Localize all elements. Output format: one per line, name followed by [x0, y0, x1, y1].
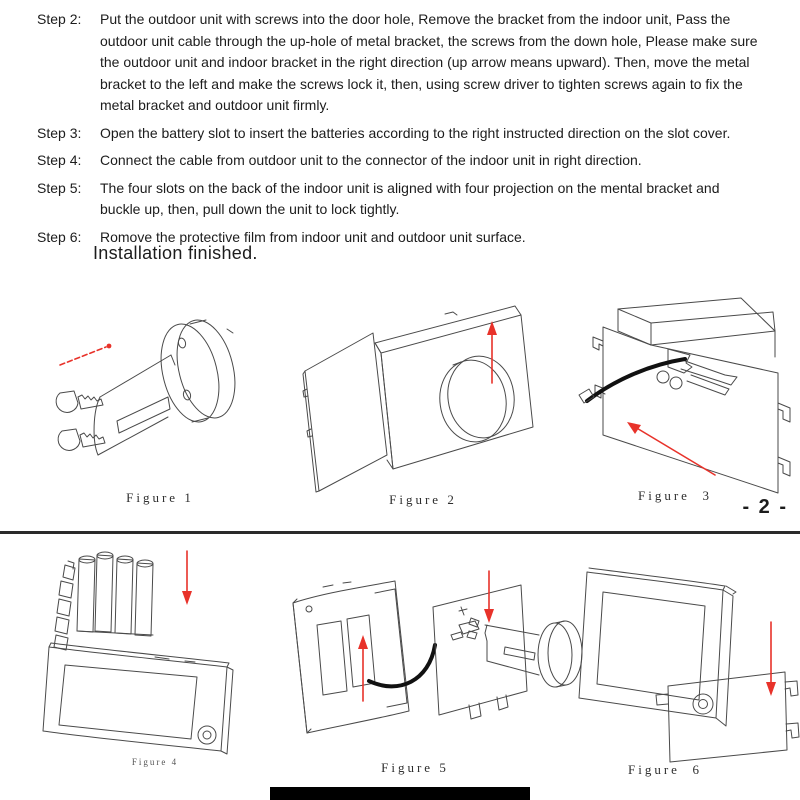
step-4 [37, 150, 767, 172]
step-label: Step 5: [37, 179, 82, 196]
step-3 [37, 123, 767, 145]
red-down-arrow-icon [484, 571, 494, 623]
door-edge-outline [618, 298, 775, 357]
figure-5-drawing [283, 563, 585, 763]
step-text: Put the outdoor unit with screws into the door hole, Remove the bracket from the indoor unit, Pass the outdoor unit cable through the up-hole of metal bracket, the screws from the down hole, Please make sure the outdoor unit and indoor bracket in the right direction (up arrow means upward). Then, move the metal bracket to the left and make the screws lock it, then, using screw driver to tighten screws again to fix the metal bracket and outdoor unit firmly. [100, 11, 758, 113]
red-arrow-icon [627, 422, 715, 475]
metal-bracket-outline [433, 585, 527, 719]
red-up-arrow-icon [487, 321, 497, 383]
installation-finished-text: Installation finished. [93, 243, 258, 263]
red-down-arrow-icon [182, 551, 192, 605]
step-text: The four slots on the back of the indoor unit is aligned with four projection on the mental bracket and buckle up, then, pull down the unit to lock tightly. [100, 179, 720, 217]
page-number: - 2 - [742, 496, 788, 518]
figure-2-caption: Figure 2 [389, 492, 457, 507]
step-text: Romove the protective film from indoor unit and outdoor unit surface. [100, 228, 526, 245]
metal-bracket-outline [656, 672, 799, 762]
figure-6-drawing [573, 558, 800, 770]
indoor-unit-back-outline [293, 581, 409, 733]
figure-5-caption: Figure 5 [381, 760, 449, 775]
cable-outline [579, 359, 685, 403]
door-block-outline [375, 306, 533, 469]
indoor-unit-outline [43, 643, 233, 754]
step-text: Open the battery slot to insert the batteries according to the right instructed direction on the slot cover. [100, 124, 731, 141]
bracket-plate-outline [303, 333, 387, 492]
figure-4-drawing [35, 543, 265, 761]
step-5 [37, 178, 767, 221]
step-label: Step 2: [37, 11, 82, 27]
screwdriver-outline [657, 349, 737, 395]
step-label: Step 6: [37, 228, 82, 245]
step-text: Connect the cable from outdoor unit to the connector of the indoor unit in right direction. [100, 152, 642, 168]
barrel-outline [94, 355, 175, 455]
battery-cover-outline [54, 561, 75, 650]
step-label: Step 3: [37, 124, 82, 141]
figure-1-drawing [40, 293, 260, 488]
step-2 [37, 9, 767, 117]
red-arrow-icon [60, 344, 111, 365]
screws-outline [56, 391, 105, 450]
batteries-outline [77, 552, 153, 636]
step-label: Step 4: [37, 152, 82, 168]
figure-6-caption: Figure 6 [628, 762, 702, 777]
section-divider [0, 531, 800, 534]
figure-1-caption: Figure 1 [126, 490, 194, 505]
indoor-unit-outline [579, 568, 736, 726]
instruction-steps [37, 9, 767, 254]
figure-4-caption: Figure 4 [131, 757, 179, 767]
figure-3-caption: Figure 3 [638, 488, 712, 503]
metal-bracket-outline [593, 327, 790, 493]
red-up-arrow-icon [358, 635, 368, 701]
connector-outline [451, 607, 479, 640]
figure-2-drawing [295, 293, 535, 493]
red-down-arrow-icon [766, 622, 776, 696]
footer-black-bar [270, 787, 530, 800]
peephole-outline [435, 352, 520, 446]
figure-3-drawing [573, 285, 800, 503]
